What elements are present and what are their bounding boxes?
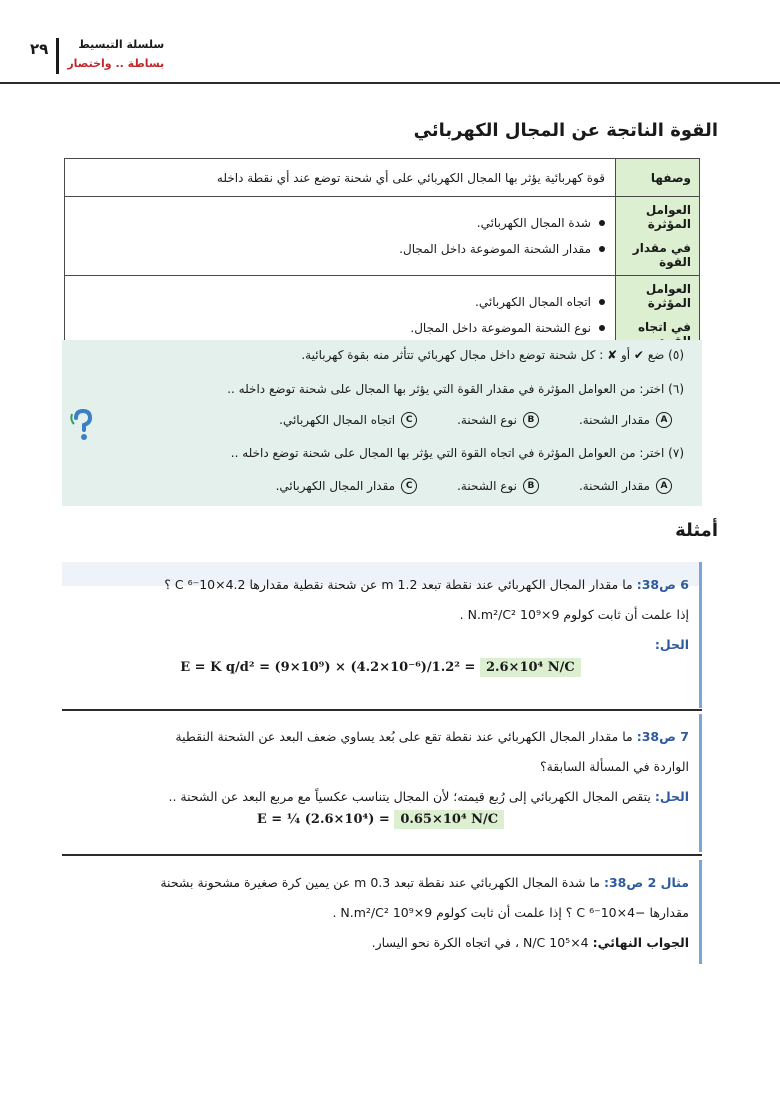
option-letter: C: [401, 478, 417, 494]
option-letter: B: [523, 478, 539, 494]
list-item: شدة المجال الكهربائي.: [75, 210, 605, 236]
force-facts-table: [64, 158, 700, 355]
row-label: وصفها: [616, 159, 700, 197]
solution-label: الحل:: [654, 637, 689, 652]
header-divider: [0, 82, 780, 84]
divider: [62, 854, 702, 856]
example-2: 7 ص38: ما مقدار المجال الكهربائي عند نقطة تقع على بُعد يساوي ضعف البعد عن الشحنة النقطية الواردة في المسألة السابقة؟ الحل: يتقص المجال الكهربائي إلى رُبع قيمته؛ لأن المجال يتناسب عكسياً مع مربع البعد عن الشحنة .. E = ¼ (2.6×10⁴) = 0.65×10⁴ N/C: [62, 714, 702, 852]
option-b[interactable]: B نوع الشحنة.: [457, 412, 539, 428]
divider: [62, 709, 702, 711]
list-item: نوع الشحنة الموضوعة داخل المجال.: [75, 315, 605, 341]
option-a[interactable]: A مقدار الشحنة.: [579, 412, 672, 428]
option-letter: C: [401, 412, 417, 428]
series-name: سلسلة التبسيط: [78, 38, 165, 51]
list-item: اتجاه المجال الكهربائي.: [75, 289, 605, 315]
option-a[interactable]: A مقدار الشحنة.: [579, 478, 672, 494]
series-slogan: بساطة .. واختصار: [67, 57, 165, 70]
list-item: مقدار الشحنة الموضوعة داخل المجال.: [75, 236, 605, 262]
row-label: العوامل المؤثرة في اتجاه: [616, 276, 700, 355]
bullet-icon: [599, 246, 605, 252]
table-row: [65, 159, 700, 197]
question-6-options: [106, 412, 672, 428]
example-ref: مثال 2 ص38:: [603, 875, 689, 890]
section-title-force: القوة الناتجة عن المجال الكهربائي: [413, 120, 718, 141]
option-letter: A: [656, 412, 672, 428]
example-ref: 7 ص38:: [636, 729, 689, 744]
option-letter: A: [656, 478, 672, 494]
example-1: 6 ص38: ما مقدار المجال الكهربائي عند نقطة تبعد 1.2 m عن شحنة نقطية مقدارها 4.2×10⁻⁶ C ؟ إذا علمت أن ثابت كولوم 9×10⁹ N.m²/C² . الحل: E = K q/d² = (9×10⁹) × (4.2×10⁻⁶)/1.2² = 2.6×10⁴ N/C: [62, 562, 702, 708]
page-header: [30, 38, 164, 78]
row-value: [65, 197, 616, 276]
question-7: (٧) اختر: من العوامل المؤثرة في اتجاه القوة التي يؤثر بها المجال على شحنة توضع داخله ..: [230, 446, 684, 460]
row-value: قوة كهربائية يؤثر بها المجال الكهربائي على أي شحنة توضع عند أي نقطة داخله: [65, 159, 616, 197]
option-c[interactable]: C اتجاه المجال الكهربائي.: [279, 412, 417, 428]
option-b[interactable]: B نوع الشحنة.: [457, 478, 539, 494]
row-label: العوامل المؤثرة في مقدار القوة: [616, 197, 700, 276]
equation: E = K q/d² = (9×10⁹) × (4.2×10⁻⁶)/1.2² = 2.6×10⁴ N/C: [62, 660, 699, 675]
solution-label: الحل:: [654, 789, 689, 804]
question-mark-icon: [68, 408, 98, 442]
option-c[interactable]: C مقدار المجال الكهربائي.: [276, 478, 418, 494]
header-separator: [56, 38, 59, 74]
bullet-icon: [599, 220, 605, 226]
page-number: ٢٩: [30, 40, 49, 58]
bullet-icon: [599, 299, 605, 305]
question-7-options: [106, 478, 672, 494]
final-answer-label: الجواب النهائي:: [592, 935, 689, 950]
example-3: مثال 2 ص38: ما شدة المجال الكهربائي عند نقطة تبعد 0.3 m عن يمين كرة صغيرة مشحونة بشحنة مقدارها −4×10⁻⁶ C ؟ إذا علمت أن ثابت كولوم 9×10⁹ N.m²/C² . الجواب النهائي: 4×10⁵ N/C ، في اتجاه الكرة نحو اليسار.: [62, 860, 702, 964]
section-title-examples: أمثلة: [675, 520, 718, 541]
equation-result: 2.6×10⁴ N/C: [480, 658, 581, 677]
equation: E = ¼ (2.6×10⁴) = 0.65×10⁴ N/C: [62, 812, 699, 827]
questions-box: [62, 340, 702, 506]
question-5: (٥) ضع ✔ أو ✘ : كل شحنة توضع داخل مجال كهربائي تتأثر منه بقوة كهربائية.: [301, 348, 684, 362]
table-row: [65, 197, 700, 276]
bullet-icon: [599, 325, 605, 331]
header-texts: [67, 38, 164, 70]
option-letter: B: [523, 412, 539, 428]
equation-result: 0.65×10⁴ N/C: [394, 810, 504, 829]
example-ref: 6 ص38:: [636, 577, 689, 592]
question-6: (٦) اختر: من العوامل المؤثرة في مقدار القوة التي يؤثر بها المجال على شحنة توضع داخله ..: [227, 382, 684, 396]
